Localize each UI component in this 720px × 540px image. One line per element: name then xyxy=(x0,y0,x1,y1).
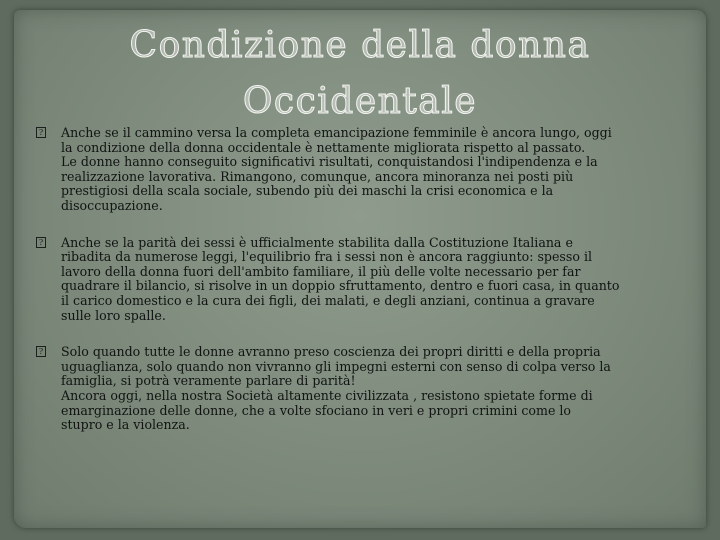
bullet-1-line-4: realizzazione lavorativa. Rimangono, comunque, ancora minoranza nei posti più xyxy=(61,168,574,184)
slide-title xyxy=(0,18,720,130)
bullet-2-line-2: ribadita da numerose leggi, l'equilibrio fra i sessi non è ancora raggiunto: spesso il xyxy=(61,249,593,265)
bullet-item-2 xyxy=(36,236,666,324)
bullet-3-line-4: Ancora oggi, nella nostra Società altamente civilizzata , resistono spietate forme di xyxy=(61,387,593,403)
bullet-marker-icon: ? xyxy=(36,237,46,248)
bullet-2-line-1: Anche se la parità dei sessi è ufficialmente stabilita dalla Costituzione Italiana e xyxy=(61,234,573,250)
bullet-2-line-5: il carico domestico e la cura dei figli, dei malati, e degli anziani, continua a gravare xyxy=(61,292,595,308)
bullet-marker-icon: ? xyxy=(36,127,46,138)
bullet-item-3 xyxy=(36,345,666,433)
bullet-marker-icon: ? xyxy=(36,346,46,357)
bullet-2-line-4: quadrare il bilancio, si risolve in un doppio sfruttamento, dentro e fuori casa, in quanto xyxy=(61,278,620,294)
bullet-1-line-6: disoccupazione. xyxy=(61,197,163,213)
bullet-3-line-2: uguaglianza, solo quando non vivranno gli impegni esterni con senso di colpa verso la xyxy=(61,358,611,374)
bullet-1-line-2: la condizione della donna occidentale è nettamente migliorata rispetto al passato. xyxy=(61,139,586,155)
title-line-2: Occidentale xyxy=(242,81,478,122)
bullet-3-line-1: Solo quando tutte le donne avranno preso coscienza dei propri diritti e della propria xyxy=(61,344,601,360)
bullet-1-line-5: prestigiosi della scala sociale, subendo più dei maschi la crisi economica e la xyxy=(61,183,554,199)
bullet-item-1 xyxy=(36,126,666,214)
bullet-1-line-1: Anche se il cammino versa la completa emancipazione femminile è ancora lungo, oggi xyxy=(61,125,612,140)
bullet-3-line-5: emarginazione delle donne, che a volte sfociano in veri e propri crimini come lo xyxy=(61,402,572,418)
bullet-2-line-6: sulle loro spalle. xyxy=(61,307,166,323)
bullet-3-line-6: stupro e la violenza. xyxy=(61,417,190,433)
title-line-1: Condizione della donna xyxy=(129,25,591,66)
bullet-3-line-3: famiglia, si potrà veramente parlare di parità! xyxy=(61,373,356,389)
bullet-list xyxy=(36,126,666,455)
bullet-1-line-3: Le donne hanno conseguito significativi risultati, conquistandosi l'indipendenza e la xyxy=(61,154,598,170)
bullet-2-line-3: lavoro della donna fuori dell'ambito familiare, il più delle volte necessario per far xyxy=(61,263,581,279)
